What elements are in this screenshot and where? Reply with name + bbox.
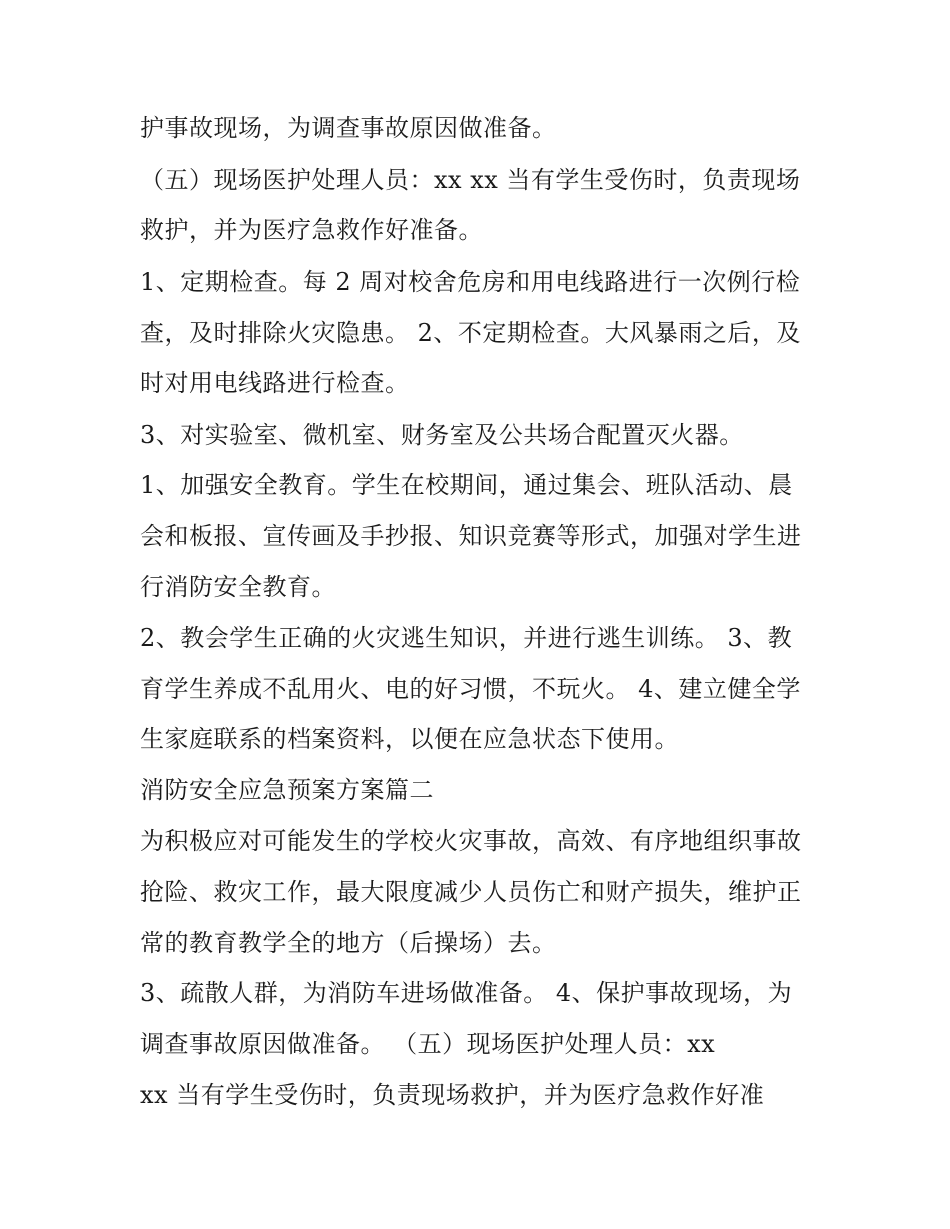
text-line: 行消防安全教育。 — [140, 573, 336, 601]
text-line: 常的教育教学全的地方（后操场）去。 — [140, 929, 557, 957]
text-line: 救护，并为医疗急救作好准备。 — [140, 216, 483, 244]
text-line: 3、疏散人群，为消防车进场做准备。 4、保护事故现场，为 — [140, 979, 793, 1007]
text-line: （五）现场医护处理人员：xx xx 当有学生受伤时，负责现场 — [140, 166, 801, 194]
text-line: xx 当有学生受伤时，负责现场救护，并为医疗急救作好准 — [140, 1081, 765, 1109]
text-line: 抢险、救灾工作，最大限度减少人员伤亡和财产损失，维护正 — [140, 878, 802, 906]
section-heading: 消防安全应急预案方案篇二 — [140, 776, 434, 804]
text-line: 1、加强安全教育。学生在校期间，通过集会、班队活动、晨 — [140, 471, 793, 499]
text-line: 3、对实验室、微机室、财务室及公共场合配置灭火器。 — [140, 421, 744, 449]
text-line: 为积极应对可能发生的学校火灾事故，高效、有序地组织事故 — [140, 827, 802, 855]
text-line: 时对用电线路进行检查。 — [140, 369, 410, 397]
text-line: 育学生养成不乱用火、电的好习惯，不玩火。 4、建立健全学 — [140, 675, 801, 703]
text-line: 2、教会学生正确的火灾逃生知识，并进行逃生训练。 3、教 — [140, 624, 793, 652]
text-line: 护事故现场，为调查事故原因做准备。 — [140, 114, 557, 142]
text-line: 会和板报、宣传画及手抄报、知识竞赛等形式，加强对学生进 — [140, 522, 802, 550]
text-line: 生家庭联系的档案资料，以便在应急状态下使用。 — [140, 725, 679, 753]
text-line: 1、定期检查。每 2 周对校舍危房和用电线路进行一次例行检 — [140, 268, 801, 296]
text-line: 调查事故原因做准备。 （五）现场医护处理人员：xx — [140, 1030, 716, 1058]
text-line: 查，及时排除火灾隐患。 2、不定期检查。大风暴雨之后，及 — [140, 319, 801, 347]
